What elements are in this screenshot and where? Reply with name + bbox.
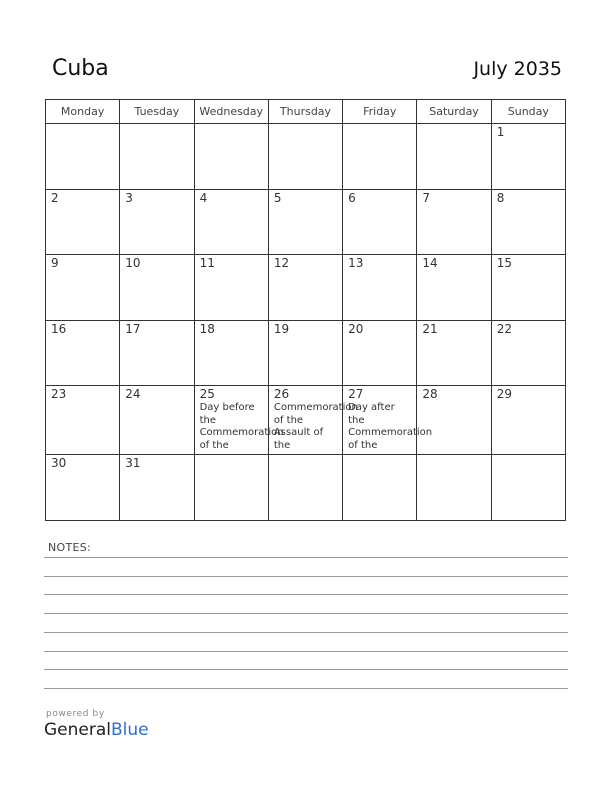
note-line bbox=[44, 613, 568, 614]
day-cell bbox=[194, 124, 268, 190]
calendar-body bbox=[46, 124, 566, 521]
note-line bbox=[44, 669, 568, 670]
day-cell bbox=[417, 189, 491, 255]
day-number: 20 bbox=[348, 321, 364, 336]
weekday-thursday: Thursday bbox=[268, 100, 342, 124]
day-cell bbox=[46, 455, 120, 521]
week-row bbox=[46, 255, 566, 321]
generalblue-logo[interactable] bbox=[44, 720, 149, 740]
holiday-label: Day before the Commemoration of the bbox=[199, 402, 284, 451]
day-cell bbox=[491, 386, 565, 455]
notes-label: NOTES: bbox=[48, 541, 92, 554]
day-number: 30 bbox=[51, 456, 67, 470]
day-cell bbox=[417, 455, 491, 521]
day-number: 3 bbox=[125, 190, 133, 205]
note-line bbox=[44, 557, 568, 558]
week-row bbox=[46, 455, 566, 521]
weekday-header-row bbox=[46, 100, 566, 124]
day-number: 1 bbox=[496, 125, 505, 139]
day-cell bbox=[120, 455, 194, 521]
day-cell bbox=[120, 320, 194, 386]
day-number: 8 bbox=[496, 190, 505, 205]
day-number: 17 bbox=[125, 321, 141, 336]
day-cell bbox=[120, 189, 194, 255]
day-cell bbox=[120, 255, 194, 321]
weekday-tuesday: Tuesday bbox=[120, 100, 194, 124]
day-cell bbox=[417, 386, 491, 455]
day-cell bbox=[194, 189, 268, 255]
day-cell bbox=[46, 320, 120, 386]
day-cell bbox=[46, 189, 120, 255]
day-number: 19 bbox=[273, 321, 290, 336]
weekday-wednesday: Wednesday bbox=[194, 100, 268, 124]
day-number: 24 bbox=[125, 387, 141, 401]
day-number: 27 bbox=[348, 387, 364, 401]
day-cell bbox=[120, 386, 194, 455]
brand-blue: Blue bbox=[111, 720, 149, 740]
day-cell bbox=[417, 124, 491, 190]
day-cell bbox=[46, 124, 120, 190]
day-number: 13 bbox=[348, 256, 364, 270]
day-cell bbox=[343, 320, 417, 386]
holiday-label: Day after the Commemoration of the bbox=[348, 402, 433, 451]
note-line bbox=[44, 576, 568, 577]
day-number: 4 bbox=[199, 190, 208, 205]
day-cell bbox=[268, 255, 342, 321]
day-number: 5 bbox=[273, 190, 282, 205]
day-cell bbox=[194, 455, 268, 521]
day-cell bbox=[268, 320, 342, 386]
day-number: 31 bbox=[125, 456, 141, 470]
day-cell bbox=[491, 189, 565, 255]
day-number: 6 bbox=[348, 190, 356, 205]
day-number: 21 bbox=[422, 321, 438, 336]
day-cell bbox=[268, 455, 342, 521]
day-cell bbox=[268, 189, 342, 255]
day-number: 28 bbox=[422, 387, 438, 401]
day-cell bbox=[417, 255, 491, 321]
note-line bbox=[44, 688, 568, 689]
brand-general: General bbox=[44, 720, 111, 740]
day-number: 16 bbox=[51, 321, 67, 336]
day-cell bbox=[343, 189, 417, 255]
day-number: 22 bbox=[496, 321, 512, 336]
week-row bbox=[46, 189, 566, 255]
day-cell bbox=[491, 320, 565, 386]
day-cell bbox=[268, 124, 342, 190]
day-number: 29 bbox=[496, 387, 512, 401]
day-cell bbox=[417, 320, 491, 386]
week-row bbox=[46, 386, 566, 455]
note-line bbox=[44, 632, 568, 633]
week-row bbox=[46, 320, 566, 386]
week-row bbox=[46, 124, 566, 190]
powered-by-text: powered by bbox=[46, 709, 105, 719]
day-number: 2 bbox=[51, 190, 59, 205]
day-number: 15 bbox=[496, 256, 512, 270]
day-cell bbox=[194, 255, 268, 321]
weekday-friday: Friday bbox=[343, 100, 417, 124]
day-number: 10 bbox=[125, 256, 141, 270]
day-number: 7 bbox=[422, 190, 431, 205]
day-cell bbox=[491, 455, 565, 521]
holiday-label: Commemoration of the Assault of the bbox=[273, 402, 358, 451]
day-number: 18 bbox=[199, 321, 215, 336]
weekday-saturday: Saturday bbox=[417, 100, 491, 124]
day-cell bbox=[120, 124, 194, 190]
country-title: Cuba bbox=[52, 56, 109, 81]
day-number: 9 bbox=[51, 256, 59, 270]
weekday-sunday: Sunday bbox=[491, 100, 565, 124]
day-cell bbox=[343, 124, 417, 190]
day-number: 23 bbox=[51, 387, 67, 401]
day-cell bbox=[46, 386, 120, 455]
weekday-monday: Monday bbox=[46, 100, 120, 124]
calendar-grid bbox=[45, 99, 566, 521]
day-cell bbox=[491, 124, 565, 190]
day-cell bbox=[343, 455, 417, 521]
month-year-title: July 2035 bbox=[473, 58, 562, 80]
day-number: 26 bbox=[273, 387, 290, 401]
note-line bbox=[44, 651, 568, 652]
day-cell bbox=[46, 255, 120, 321]
day-number: 11 bbox=[199, 256, 215, 270]
day-cell bbox=[194, 320, 268, 386]
day-number: 25 bbox=[199, 387, 215, 401]
note-line bbox=[44, 594, 568, 595]
day-cell bbox=[491, 255, 565, 321]
day-cell bbox=[343, 255, 417, 321]
day-number: 12 bbox=[273, 256, 290, 270]
day-number: 14 bbox=[422, 256, 438, 270]
